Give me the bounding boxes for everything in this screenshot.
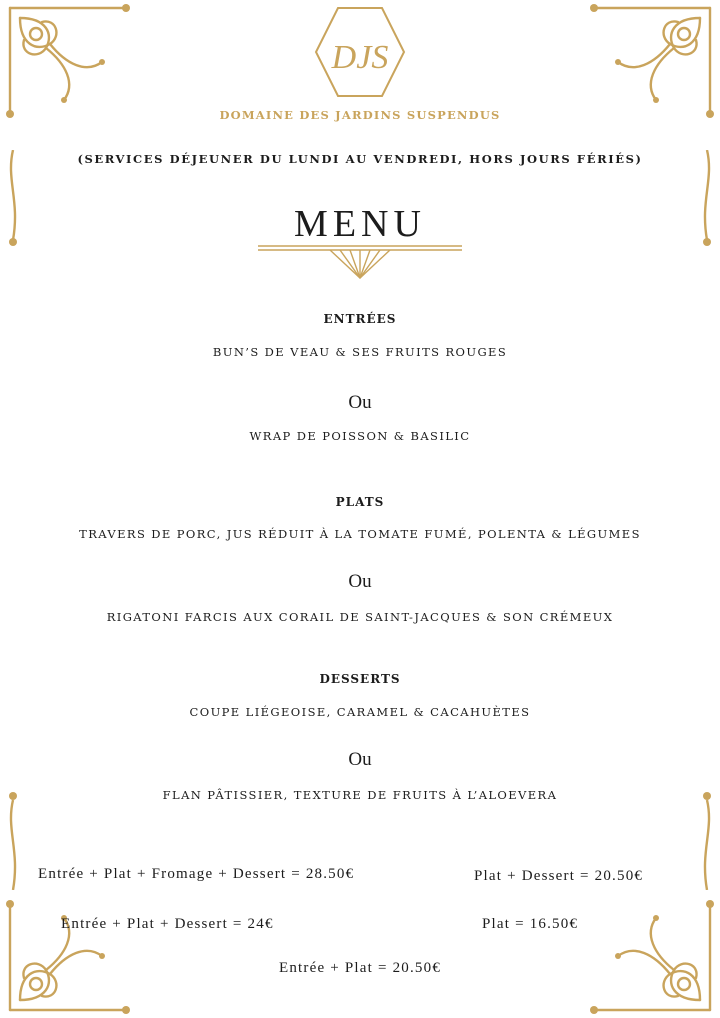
logo-monogram: DJS: [331, 39, 389, 76]
section-title-desserts: DESSERTS: [319, 672, 401, 686]
entree-item-1: BUN’S DE VEAU & SES FRUITS ROUGES: [212, 345, 508, 359]
price-formula-plat-dessert: Plat + Dessert = 20.50€: [474, 868, 644, 884]
price-formula-entree-plat: Entrée + Plat = 20.50€: [278, 960, 442, 976]
left-lower-flourish: [2, 790, 24, 890]
price-formula-full: Entrée + Plat + Fromage + Dessert = 28.50€: [38, 866, 355, 882]
logo-hexagon: [312, 4, 408, 100]
plat-or: Ou: [348, 571, 372, 592]
dessert-item-1: COUPE LIÉGEOISE, CARAMEL & CACAHUÈTES: [189, 705, 531, 719]
corner-ornament-bottom-right: [584, 884, 714, 1014]
plat-item-1: TRAVERS DE PORC, JUS RÉDUIT À LA TOMATE FUMÉ, POLENTA & LÉGUMES: [79, 527, 641, 541]
price-formula-entree-plat-dessert: Entrée + Plat + Dessert = 24€: [61, 916, 274, 932]
right-lower-flourish: [696, 790, 718, 890]
entree-or: Ou: [348, 392, 372, 413]
menu-title-divider: [258, 242, 462, 282]
corner-ornament-bottom-left: [6, 884, 136, 1014]
dessert-item-2: FLAN PÂTISSIER, TEXTURE DE FRUITS À L’ALOEVERA: [162, 788, 558, 802]
dessert-or: Ou: [348, 749, 372, 770]
price-formula-plat: Plat = 16.50€: [482, 916, 579, 932]
plat-item-2: RIGATONI FARCIS AUX CORAIL DE SAINT-JACQUES & SON CRÉMEUX: [106, 610, 614, 624]
entree-item-2: WRAP DE POISSON & BASILIC: [249, 429, 471, 443]
service-hours-note: (SERVICES DÉJEUNER DU LUNDI AU VENDREDI, HORS JOURS FÉRIÉS): [77, 152, 643, 166]
section-title-entrees: ENTRÉES: [323, 312, 397, 326]
section-title-plats: PLATS: [335, 495, 385, 509]
menu-title: MENU: [294, 203, 426, 245]
brand-name: DOMAINE DES JARDINS SUSPENDUS: [219, 108, 501, 122]
